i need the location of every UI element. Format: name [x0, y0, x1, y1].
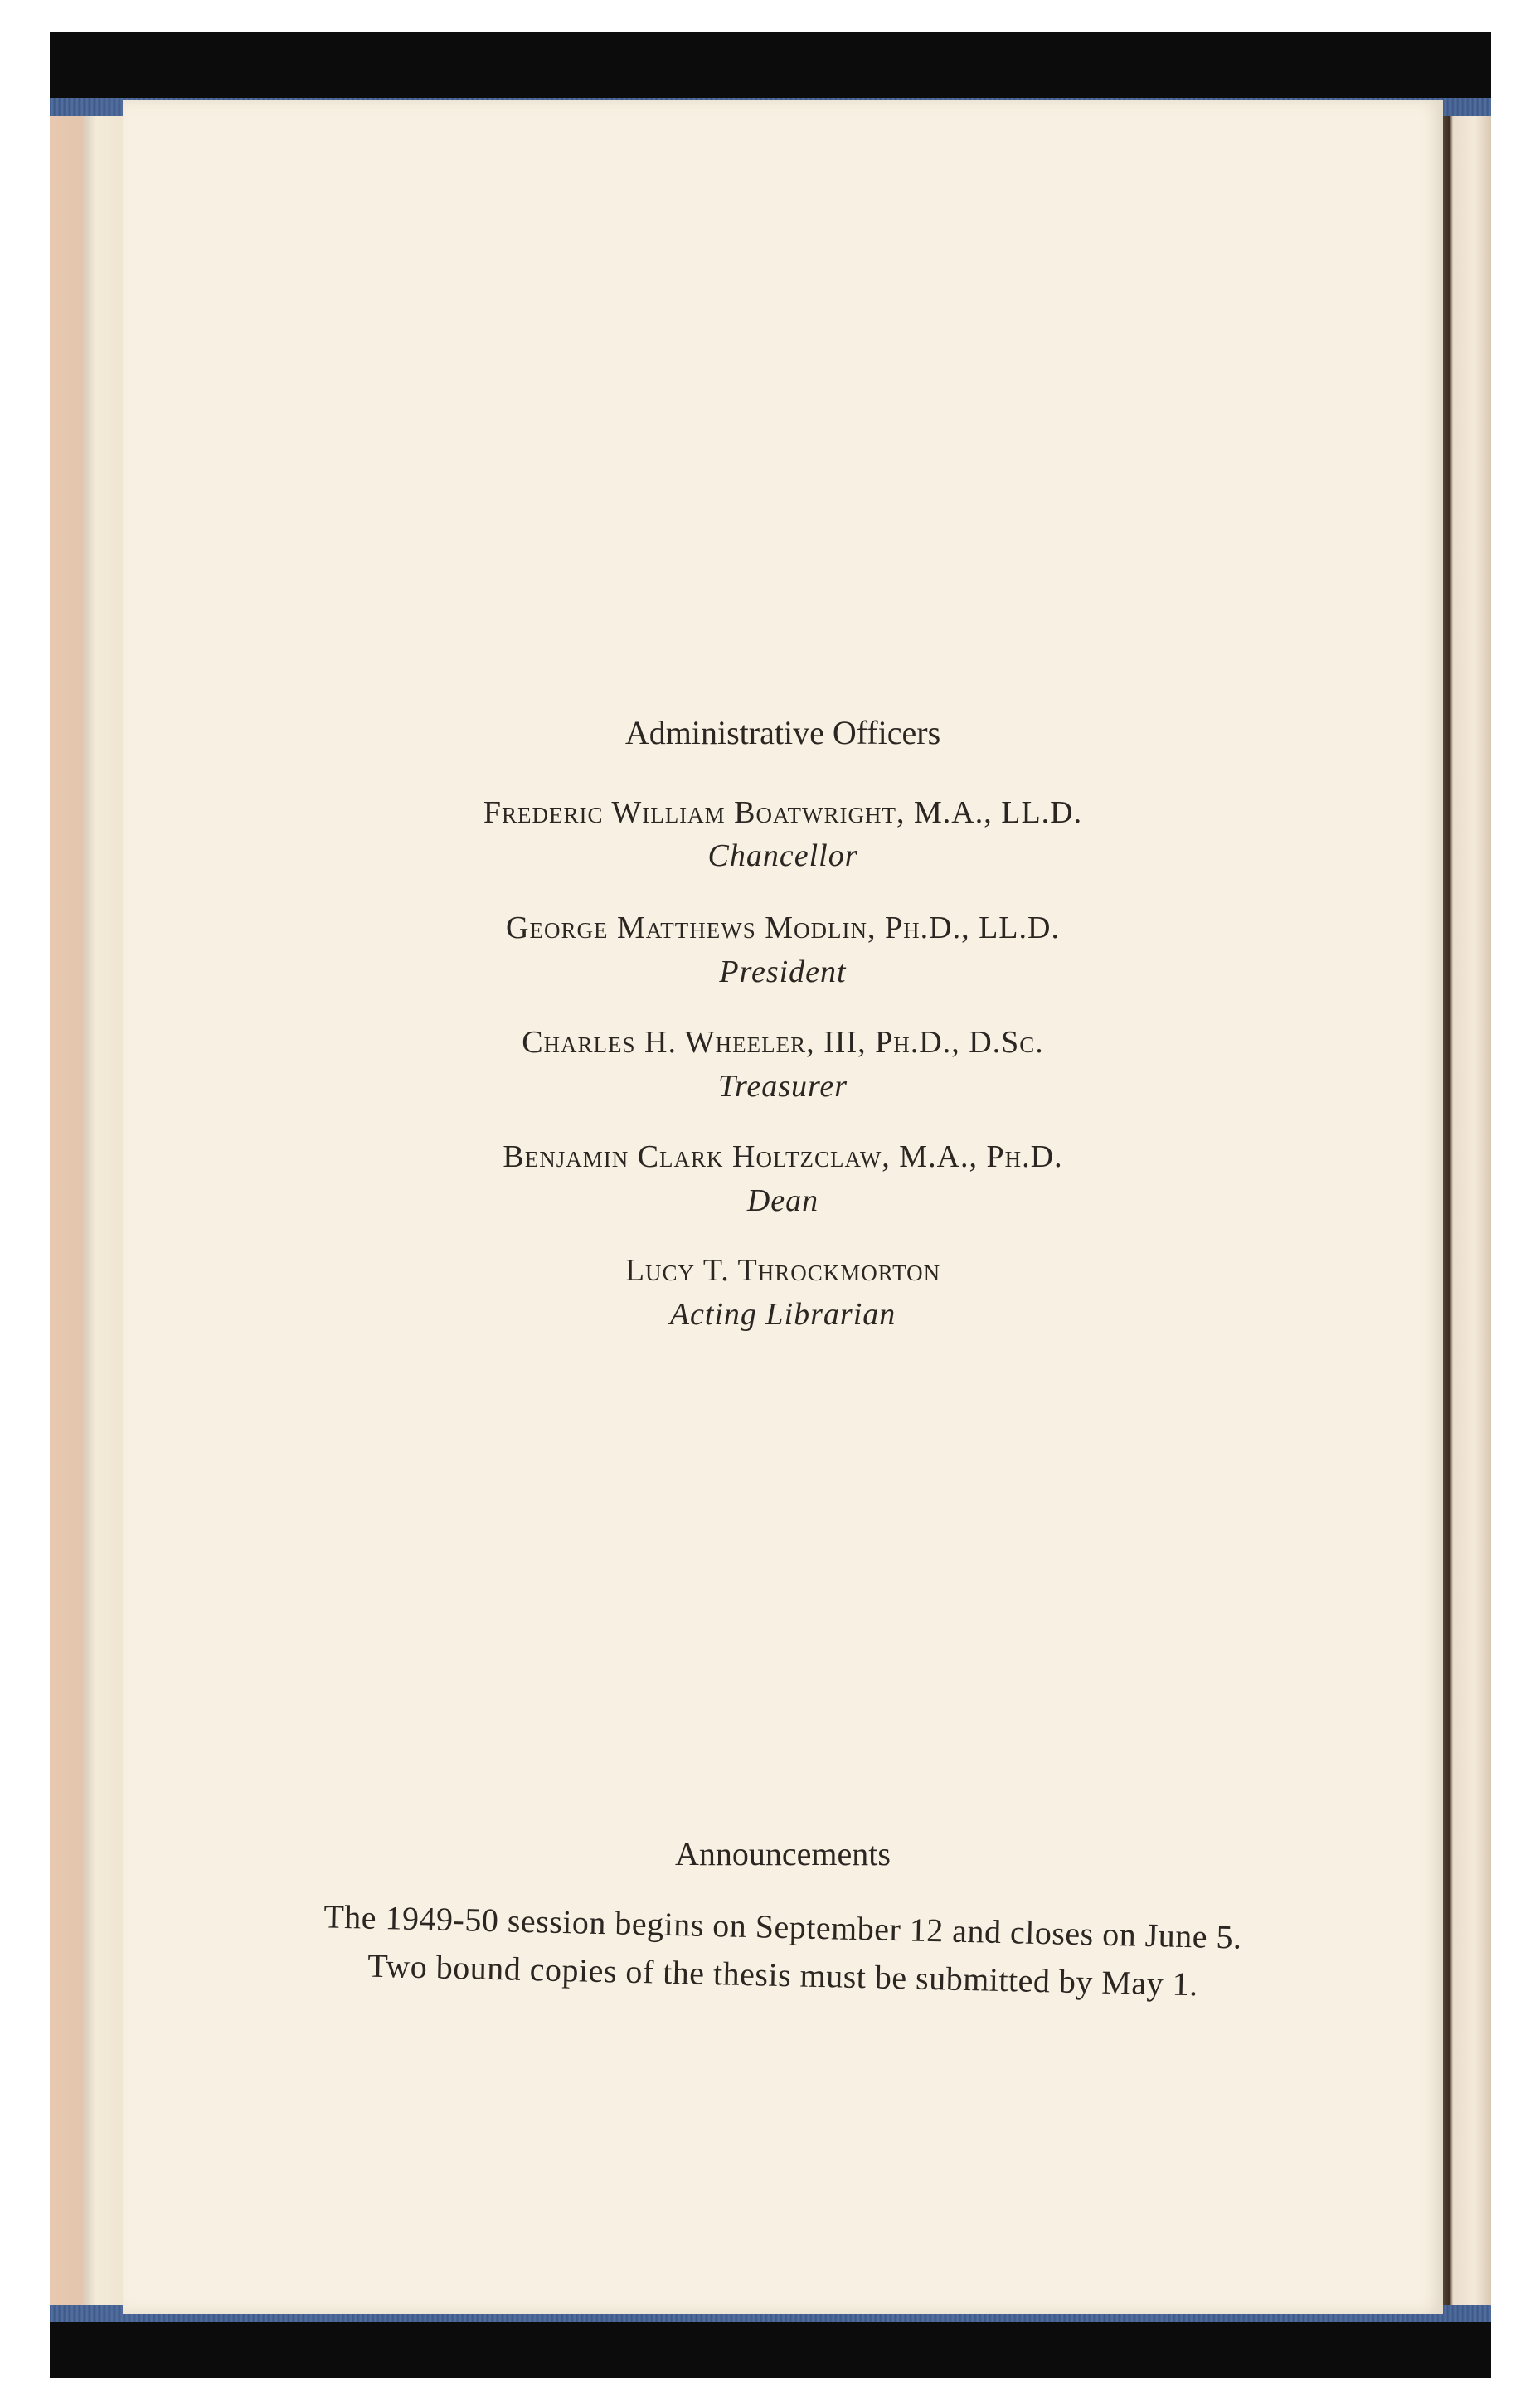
officer-name-chancellor: Frederic William Boatwright, M.A., LL.D.	[483, 795, 1083, 830]
officer-name-dean: Benjamin Clark Holtzclaw, M.A., Ph.D.	[503, 1139, 1063, 1174]
officer-name-president: George Matthews Modlin, Ph.D., LL.D.	[506, 911, 1060, 945]
announcement-line-2: Two bound copies of the thesis must be submitted by May 1.	[367, 1946, 1199, 2003]
announcements-heading: Announcements	[675, 1835, 891, 1872]
announcement-line-1: The 1949-50 session begins on September 12 and closes on June 5.	[323, 1897, 1243, 1956]
officer-title-chancellor: Chancellor	[707, 838, 858, 873]
officer-title-president: President	[719, 954, 847, 989]
scan-border-top	[50, 32, 1491, 108]
book-binding-right	[1441, 116, 1491, 2305]
officer-title-treasurer: Treasurer	[717, 1069, 848, 1104]
officer-name-treasurer: Charles H. Wheeler, III, Ph.D., D.Sc.	[522, 1025, 1044, 1060]
officer-title-librarian: Acting Librarian	[669, 1297, 896, 1332]
officer-title-dean: Dean	[746, 1183, 819, 1218]
scan-border-bottom	[50, 2312, 1491, 2378]
book-page	[123, 100, 1443, 2314]
officer-name-librarian: Lucy T. Throckmorton	[624, 1253, 941, 1288]
admin-officers-heading: Administrative Officers	[624, 714, 941, 751]
